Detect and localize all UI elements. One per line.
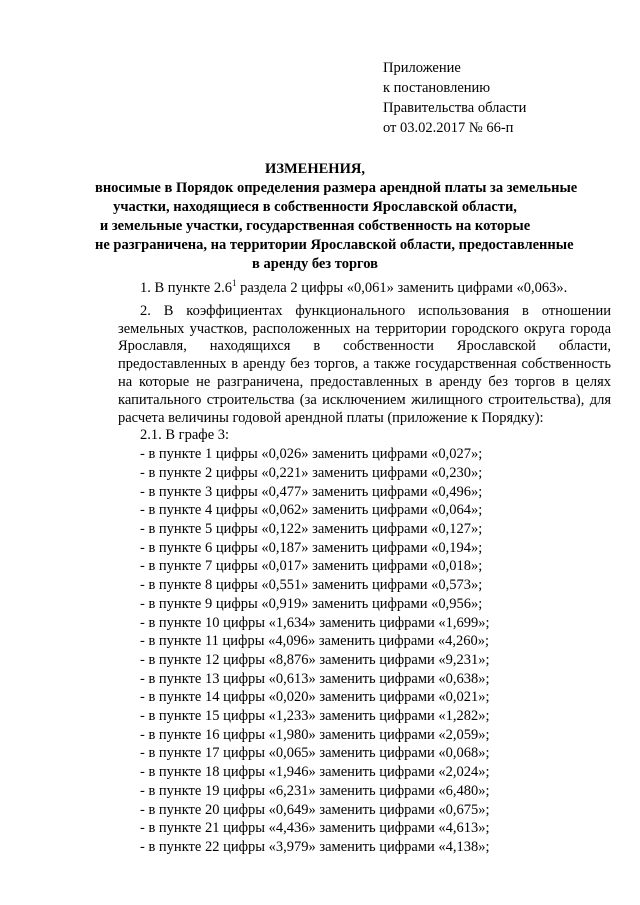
paragraph-item-2-1: 2.1. В графе 3:	[140, 427, 230, 444]
heading-line: в аренду без торгов	[252, 256, 378, 272]
change-list-item: - в пункте 15 цифры «1,233» заменить цифрами «1,282»;	[140, 708, 490, 725]
appendix-line: от 03.02.2017 № 66-п	[383, 120, 514, 136]
paragraph-item-1	[118, 280, 611, 298]
item1-text-after: раздела 2 цифры «0,061» заменить цифрами «0,063».	[236, 280, 568, 296]
heading-line: и земельные участки, государственная собственность на которые	[99, 218, 531, 234]
change-list-item: - в пункте 20 цифры «0,649» заменить цифрами «0,675»;	[140, 801, 490, 818]
change-list-item: - в пункте 5 цифры «0,122» заменить цифрами «0,127»;	[140, 520, 483, 537]
heading-line: вносимые в Порядок определения размера арендной платы за земельные	[95, 180, 578, 196]
change-list-item: - в пункте 1 цифры «0,026» заменить цифрами «0,027»;	[140, 446, 483, 463]
document-heading	[95, 160, 578, 274]
change-list-item: - в пункте 11 цифры «4,096» заменить цифрами «4,260»;	[140, 633, 489, 650]
change-list-item: - в пункте 2 цифры «0,221» заменить цифрами «0,230»;	[140, 464, 483, 481]
change-list-item: - в пункте 6 цифры «0,187» заменить цифрами «0,194»;	[140, 539, 483, 556]
change-list-item: - в пункте 21 цифры «4,436» заменить цифрами «4,613»;	[140, 820, 490, 837]
item1-superscript: 1	[231, 278, 237, 288]
heading-line: участки, находящиеся в собственности Ярославской области,	[113, 199, 517, 215]
change-list-item: - в пункте 22 цифры «3,979» заменить цифрами «4,138»;	[140, 838, 490, 855]
appendix-line: к постановлению	[383, 80, 491, 96]
heading-title: ИЗМЕНЕНИЯ,	[265, 161, 365, 177]
change-list-item: - в пункте 4 цифры «0,062» заменить цифрами «0,064»;	[140, 502, 483, 519]
appendix-line: Правительства области	[383, 100, 527, 116]
change-list-item: - в пункте 8 цифры «0,551» заменить цифрами «0,573»;	[140, 577, 483, 594]
change-list-item: - в пункте 19 цифры «6,231» заменить цифрами «6,480»;	[140, 782, 490, 799]
changes-list	[118, 445, 611, 856]
change-list-item: - в пункте 16 цифры «1,980» заменить цифрами «2,059»;	[140, 726, 490, 743]
change-list-item: - в пункте 10 цифры «1,634» заменить цифрами «1,699»;	[140, 614, 490, 631]
document-body	[118, 280, 611, 857]
change-list-item: - в пункте 18 цифры «1,946» заменить цифрами «2,024»;	[140, 764, 490, 781]
appendix-block	[383, 58, 526, 138]
item1-text-before: 1. В пункте 2.6	[140, 280, 232, 296]
change-list-item: - в пункте 14 цифры «0,020» заменить цифрами «0,021»;	[140, 689, 490, 706]
heading-line: не разграничена, на территории Ярославской области, предоставленные	[95, 237, 574, 253]
change-list-item: - в пункте 13 цифры «0,613» заменить цифрами «0,638»;	[140, 670, 490, 687]
appendix-line: Приложение	[383, 60, 461, 76]
change-list-item: - в пункте 9 цифры «0,919» заменить цифрами «0,956»;	[140, 595, 483, 612]
change-list-item: - в пункте 17 цифры «0,065» заменить цифрами «0,068»;	[140, 745, 490, 762]
change-list-item: - в пункте 12 цифры «8,876» заменить цифрами «9,231»;	[140, 651, 490, 668]
change-list-item: - в пункте 7 цифры «0,017» заменить цифрами «0,018»;	[140, 558, 483, 575]
paragraph-item-2: 2. В коэффициентах функционального использования в отношении земельных участков, расположенных на территории городского округа города Ярославля, находящихся в собственности Ярославской области, предоставленных в аренду без торгов, а также государственная собственность на которые не разграничена, предоставленных в аренду без торгов в целях капитального строительства (за исключением жилищного строительства), для расчета величины годовой арендной платы (приложение к Порядку):	[118, 302, 611, 426]
change-list-item: - в пункте 3 цифры «0,477» заменить цифрами «0,496»;	[140, 483, 483, 500]
